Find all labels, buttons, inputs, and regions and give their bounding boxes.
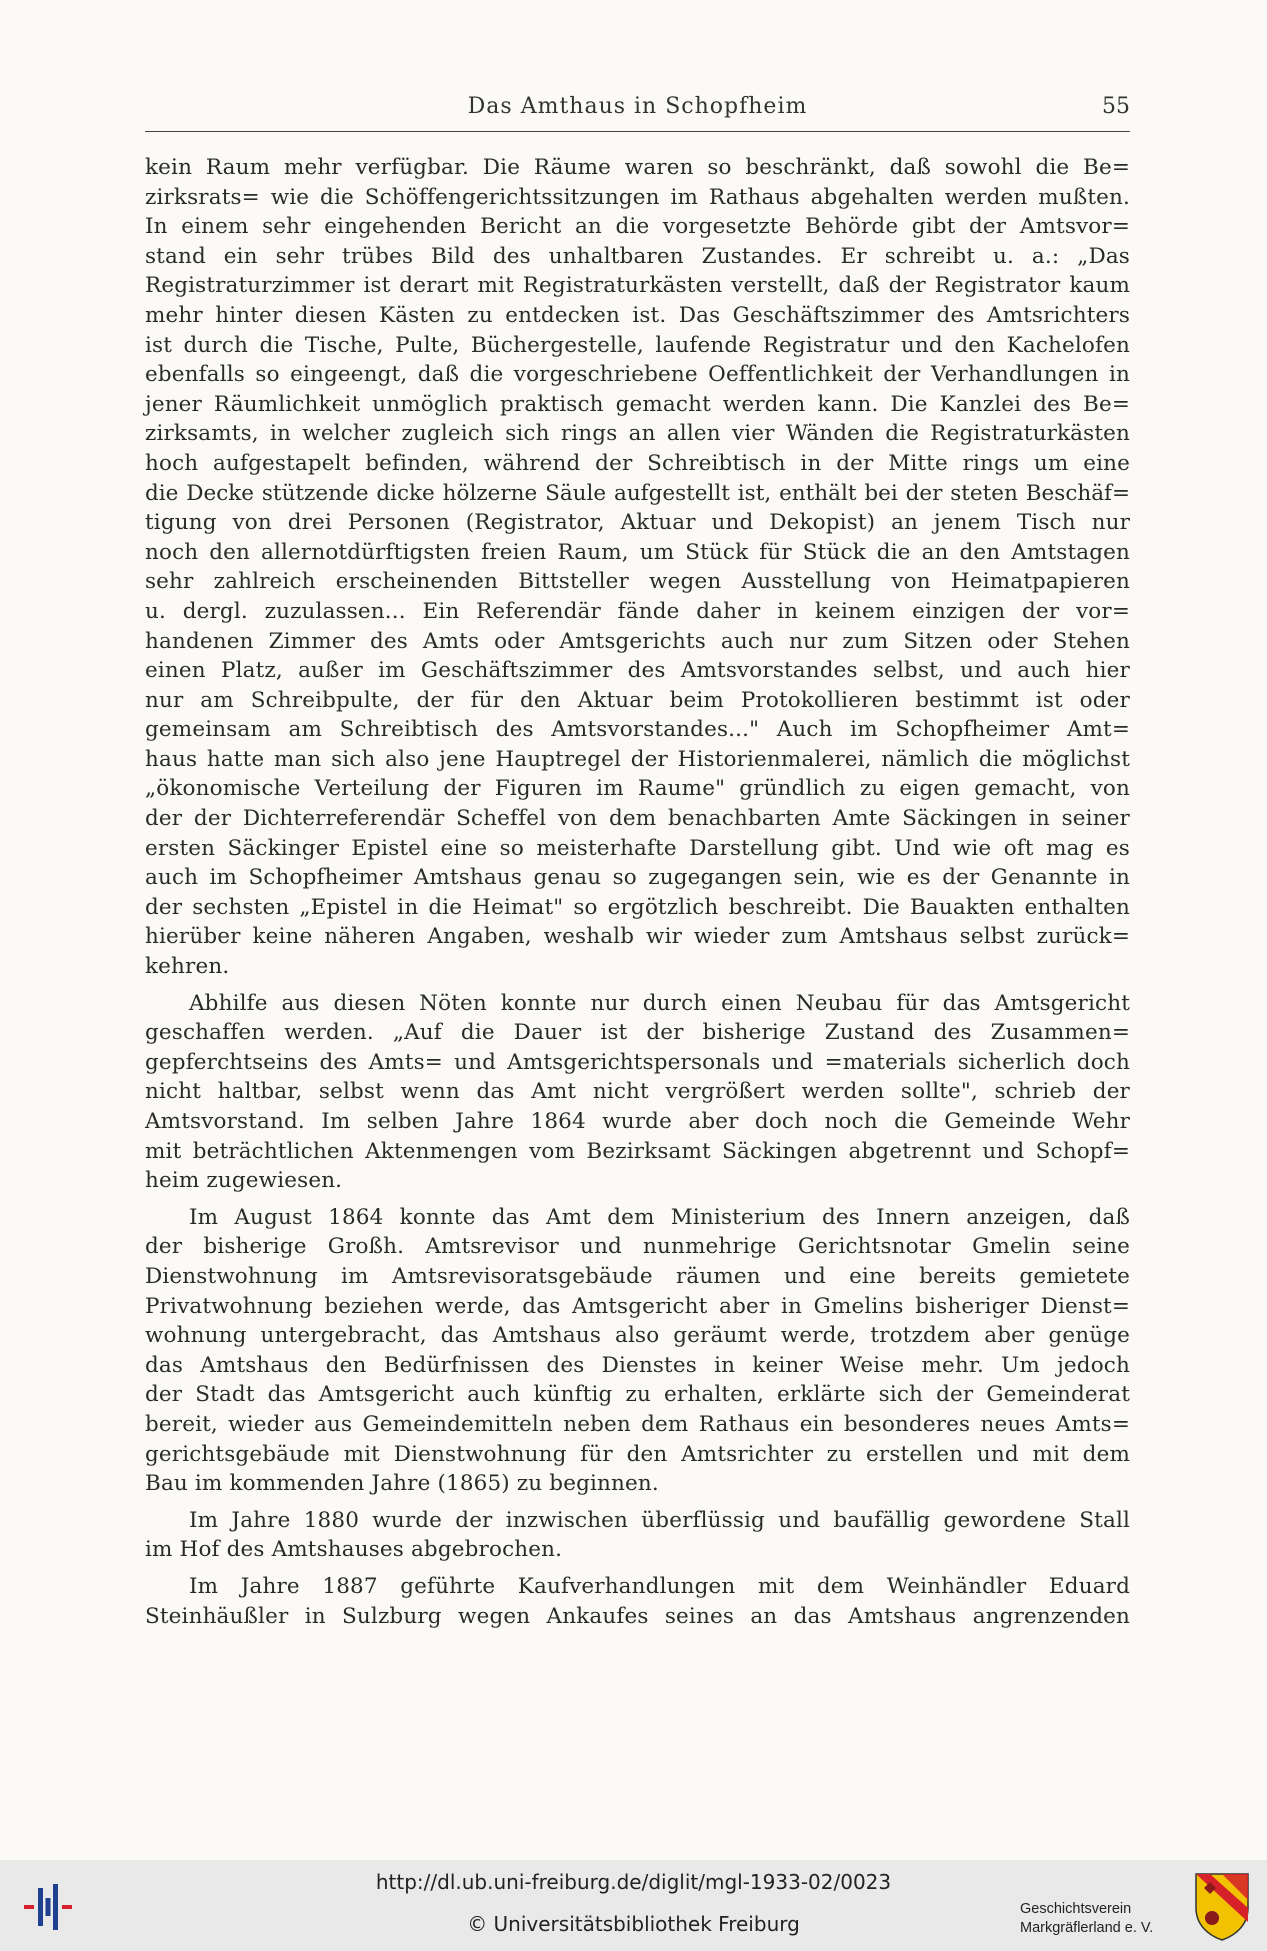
text-line: nicht haltbar, selbst wenn das Amt nicht vergrößert werden sollte", schrieb der bbox=[145, 1079, 1130, 1105]
text-line: kein Raum mehr verfügbar. Die Räume waren so beschränkt, daß sowohl die Be= bbox=[145, 155, 1130, 180]
permalink-url[interactable]: http://dl.ub.uni-freiburg.de/diglit/mgl-1933-02/0023 bbox=[375, 1870, 892, 1894]
text-line: Steinhäußler in Sulzburg wegen Ankaufes seines an das Amtshaus angrenzenden bbox=[145, 1603, 1130, 1629]
text-line: geschaffen werden. „Auf die Dauer ist der bisherige Zustand des Zusammen= bbox=[145, 1020, 1130, 1046]
text-line: der Stadt das Amtsgericht auch künftig zu erhalten, erklärte sich der Gemeinderat bbox=[145, 1382, 1130, 1408]
text-line: gerichtsgebäude mit Dienstwohnung für den Amtsrichter zu erstellen und mit dem bbox=[145, 1441, 1130, 1467]
text-line: wohnung untergebracht, das Amtshaus also geräumt werde, trotzdem aber genüge bbox=[145, 1323, 1130, 1349]
text-line: zirksamts, in welcher zugleich sich rings an allen vier Wänden die Registraturkästen bbox=[145, 421, 1130, 447]
text-line: kehren. bbox=[145, 954, 230, 980]
text-line: tigung von drei Personen (Registrator, Aktuar und Dekopist) an jenem Tisch nur bbox=[145, 510, 1130, 536]
body-text bbox=[145, 153, 1130, 1631]
text-line: Im Jahre 1887 geführte Kaufverhandlungen mit dem Weinhändler Eduard bbox=[189, 1573, 1130, 1599]
text-line: zirksrats= wie die Schöffengerichtssitzungen im Rathaus abgehalten werden mußten. bbox=[145, 184, 1130, 210]
text-line: hoch aufgestapelt befinden, während der Schreibtisch in der Mitte rings um eine bbox=[145, 450, 1130, 476]
society-name-line2: Markgräflerland e. V. bbox=[1020, 1920, 1154, 1936]
footer-bar bbox=[0, 1860, 1267, 1951]
text-line: ebenfalls so eingeengt, daß die vorgeschriebene Oeffentlichkeit der Verhandlungen in bbox=[145, 362, 1130, 388]
text-line: Privatwohnung beziehen werde, das Amtsgericht aber in Gmelins bisheriger Dienst= bbox=[145, 1293, 1130, 1319]
text-line: „ökonomische Verteilung der Figuren im Raume" gründlich zu eigen gemacht, von bbox=[145, 776, 1130, 802]
text-line: hierüber keine näheren Angaben, weshalb wir wieder zum Amtshaus selbst zurück= bbox=[145, 924, 1130, 950]
text-line: ersten Säckinger Epistel eine so meisterhafte Darstellung gibt. Und wie oft mag es bbox=[145, 835, 1130, 861]
text-line: Dienstwohnung im Amtsrevisoratsgebäude räumen und eine bereits gemietete bbox=[145, 1263, 1130, 1289]
text-line: handenen Zimmer des Amts oder Amtsgerichts auch nur zum Sitzen oder Stehen bbox=[145, 628, 1130, 654]
text-line: Amtsvorstand. Im selben Jahre 1864 wurde aber doch noch die Gemeinde Wehr bbox=[145, 1109, 1130, 1134]
text-line: sehr zahlreich erscheinenden Bittsteller wegen Ausstellung von Heimatpapieren bbox=[145, 569, 1130, 595]
paragraph bbox=[145, 1572, 1130, 1631]
text-line: nur am Schreibpulte, der für den Aktuar beim Protokollieren bestimmt ist oder bbox=[145, 687, 1130, 713]
text-line: Bau im kommenden Jahre (1865) zu beginnen. bbox=[145, 1471, 659, 1497]
text-line: der bisherige Großh. Amtsrevisor und nunmehrige Gerichtsnotar Gmelin seine bbox=[145, 1234, 1130, 1260]
text-line: mehr hinter diesen Kästen zu entdecken ist. Das Geschäftszimmer des Amtsrichters bbox=[145, 302, 1130, 328]
text-line: im Hof des Amtshauses abgebrochen. bbox=[145, 1537, 563, 1563]
text-line: der sechsten „Epistel in die Heimat" so ergötzlich beschreibt. Die Bauakten enthalten bbox=[145, 894, 1130, 920]
text-line: u. dergl. zuzulassen... Ein Referendär fände daher in keinem einzigen der vor= bbox=[145, 598, 1130, 624]
text-line: Registraturzimmer ist derart mit Registraturkästen verstellt, daß der Registrator kaum bbox=[145, 273, 1130, 299]
running-title: Das Amthaus in Schopfheim bbox=[467, 94, 808, 119]
text-line: der der Dichterreferendär Scheffel von dem benachbarten Amte Säckingen in seiner bbox=[145, 806, 1130, 832]
paragraph bbox=[145, 989, 1130, 1196]
text-line: jener Räumlichkeit unmöglich praktisch gemacht werden kann. Die Kanzlei des Be= bbox=[145, 391, 1130, 417]
text-line: ist durch die Tische, Pulte, Büchergestelle, laufende Registratur und den Kachelofen bbox=[145, 332, 1130, 358]
society-name-line1: Geschichtsverein bbox=[1020, 1901, 1132, 1917]
text-line: haus hatte man sich also jene Hauptregel der Historienmalerei, nämlich die möglichst bbox=[145, 746, 1130, 772]
coat-of-arms-icon[interactable] bbox=[1192, 1870, 1252, 1942]
text-line: In einem sehr eingehenden Bericht an die vorgesetzte Behörde gibt der Amtsvor= bbox=[145, 214, 1130, 240]
text-line: Abhilfe aus diesen Nöten konnte nur durch einen Neubau für das Amtsgericht bbox=[189, 990, 1130, 1016]
text-line: auch im Schopfheimer Amtshaus genau so zugegangen sein, wie es der Genannte in bbox=[145, 865, 1130, 891]
text-line: Im Jahre 1880 wurde der inzwischen überflüssig und baufällig gewordene Stall bbox=[189, 1507, 1130, 1533]
text-line: heim zugewiesen. bbox=[145, 1168, 343, 1194]
text-line: gepferchtseins des Amts= und Amtsgerichtspersonals und =materials sicherlich doch bbox=[145, 1049, 1130, 1075]
text-line: einen Platz, außer im Geschäftszimmer des Amtsvorstandes selbst, und auch hier bbox=[145, 658, 1130, 684]
copyright-text: © Universitätsbibliothek Freiburg bbox=[467, 1912, 800, 1936]
paragraph bbox=[145, 1506, 1130, 1565]
text-line: das Amtshaus den Bedürfnissen des Dienstes in keiner Weise mehr. Um jedoch bbox=[145, 1352, 1130, 1378]
society-name bbox=[1020, 1900, 1190, 1938]
text-line: Im August 1864 konnte das Amt dem Ministerium des Innern anzeigen, daß bbox=[189, 1204, 1130, 1230]
text-line: die Decke stützende dicke hölzerne Säule aufgestellt ist, enthält bei der steten Beschäf= bbox=[145, 480, 1130, 506]
running-head bbox=[145, 88, 1130, 128]
header-rule bbox=[145, 131, 1130, 132]
page-number: 55 bbox=[1102, 94, 1130, 119]
text-line: bereit, wieder aus Gemeindemitteln neben dem Rathaus ein besonderes neues Amts= bbox=[145, 1411, 1130, 1437]
text-line: noch den allernotdürftigsten freien Raum, um Stück für Stück die an den Amtstagen bbox=[145, 539, 1130, 565]
text-line: stand ein sehr trübes Bild des unhaltbaren Zustandes. Er schreibt u. a.: „Das bbox=[145, 243, 1130, 269]
paragraph bbox=[145, 1203, 1130, 1499]
text-line: gemeinsam am Schreibtisch des Amtsvorstandes..." Auch im Schopfheimer Amt= bbox=[145, 717, 1130, 743]
text-line: mit beträchtlichen Aktenmengen vom Bezirksamt Säckingen abgetrennt und Schopf= bbox=[145, 1138, 1130, 1164]
paragraph bbox=[145, 153, 1130, 982]
